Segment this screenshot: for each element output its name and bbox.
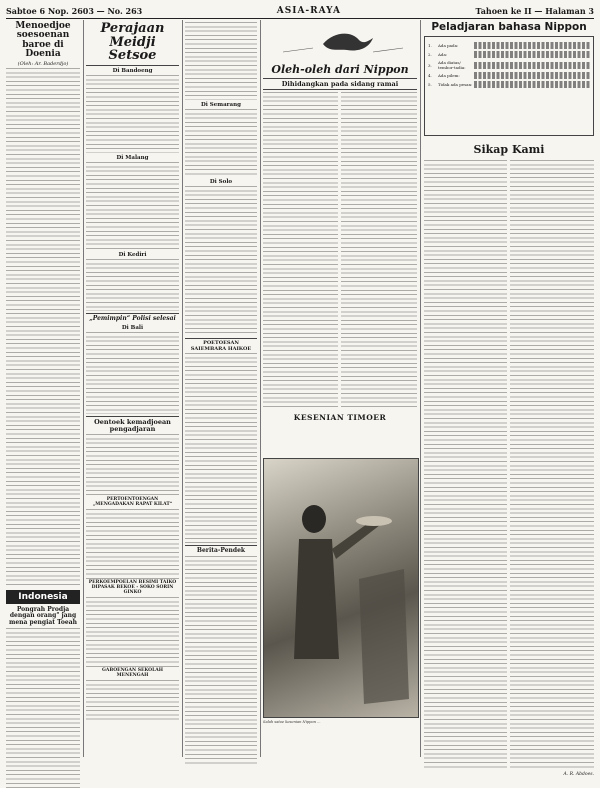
article-body [185, 556, 257, 766]
lesson-number: 4. [428, 73, 432, 79]
masthead-date: Sabtoe 6 Nop. 2603 — No. 263 [6, 6, 143, 16]
section-subtitle: Di Bali [121, 324, 144, 331]
column-5 [424, 21, 594, 777]
lesson-box [424, 36, 594, 136]
section-subtitle: Di Semarang [201, 102, 241, 108]
lesson-number: 2. [428, 52, 432, 58]
section-subtitle: Di Solo [209, 179, 233, 186]
section-subtitle: Di Bandoeng [112, 67, 153, 74]
section-subtitle: Di Malang [116, 154, 149, 161]
article-body [6, 628, 80, 788]
article-body [185, 186, 257, 336]
lesson-row [428, 81, 590, 88]
illustration [263, 22, 417, 64]
column-rule [420, 20, 421, 757]
section-subtitle: GABOENGAN SEKOLAH MENENGAH [102, 667, 163, 678]
masthead-title: ASIA-RAYA [276, 6, 342, 16]
signature: A. R. Abdoes. [563, 771, 594, 777]
lesson-label: Ada pilem: [438, 73, 460, 79]
kana-text [474, 42, 590, 49]
kana-text [474, 62, 590, 69]
article-body [86, 75, 179, 153]
section-subtitle: PERKOEMPOELAN BESIMI TAIKO DIPASAK BEKOE - SOKO SORIN GINKO [88, 579, 177, 595]
bird-illustration [263, 22, 417, 64]
article-body [263, 92, 417, 410]
lesson-row [428, 42, 590, 49]
dancer-photo-icon [264, 459, 418, 717]
article-byline: (Oleh: Ar. Baderdjo) [17, 60, 69, 67]
article-title: Menoedjoe soesoenan baroe di Doenia [15, 21, 71, 60]
lesson-row [428, 72, 590, 79]
lesson-label: Tidak ada pesan: [438, 82, 473, 88]
article-body [86, 332, 179, 414]
article-title: Peladjaran bahasa Nippon [431, 21, 587, 33]
column-rule [83, 20, 84, 757]
article-title: Oentoek kemadjoean pengadjaran [86, 416, 179, 433]
article-title: POETOESAN SAIEMBARA HAIKOE [185, 338, 257, 352]
article-body [185, 109, 257, 177]
article-title: Pongrah Prodja dengan orang" jang mena pengiat Toeah [9, 605, 77, 626]
article-body [86, 434, 179, 496]
article-body [86, 597, 179, 667]
column-rule [182, 20, 183, 757]
article-subtitle: Dihidangkan pada sidang ramai [263, 78, 417, 90]
lesson-number: 3. [428, 62, 432, 68]
lesson-label: Ada diatas/ tembor-tadia: [438, 60, 466, 71]
article-body [185, 22, 257, 100]
lesson-label: Ada: [438, 52, 448, 58]
kesenian-photo [263, 458, 419, 718]
kana-text [474, 81, 590, 88]
article-title: Perajaan Meidji Setsoe [86, 22, 179, 66]
kana-text [474, 51, 590, 58]
lesson-label: Ada pada: [438, 43, 459, 49]
article-title: „Pemimpin“ Polisi selesai [86, 313, 179, 323]
photo-caption: Salah satoe kesenian Nippon ... [263, 720, 321, 724]
article-body [185, 353, 257, 543]
article-title: Oleh-oleh dari Nippon [271, 63, 409, 76]
masthead-page: Tahoen ke II — Halaman 3 [475, 6, 594, 16]
article-title: Sikap Kami [473, 143, 545, 157]
masthead [6, 4, 594, 19]
kana-text [474, 72, 590, 79]
lesson-row [428, 51, 590, 58]
lesson-number: 5. [428, 82, 432, 88]
section-subtitle: Di Kediri [118, 252, 147, 259]
photo-title: KESENIAN TIMOER [293, 412, 387, 422]
lesson-number: 1. [428, 43, 432, 49]
section-banner: Indonesia [6, 590, 80, 604]
article-body [86, 259, 179, 311]
article-body [6, 68, 80, 586]
article-body [86, 509, 179, 579]
article-body [424, 160, 594, 770]
column-1 [6, 22, 80, 762]
section-subtitle: PERTOENTOENGAN „MENGADAKAN RAPAT KILAT“ [92, 496, 173, 507]
article-body [86, 680, 179, 720]
article-body [86, 162, 179, 250]
lesson-row [428, 60, 590, 70]
column-4 [263, 22, 417, 762]
column-3 [185, 22, 257, 762]
column-2 [86, 22, 179, 762]
article-title: Berita-Pendek [185, 545, 257, 555]
column-rule [260, 20, 261, 757]
